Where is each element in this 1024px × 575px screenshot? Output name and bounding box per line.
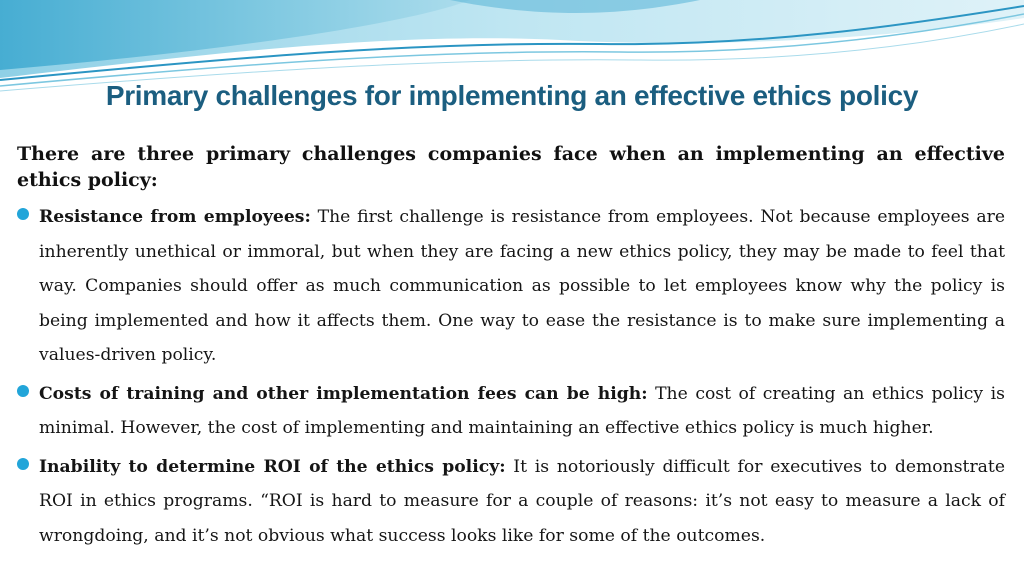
list-item <box>17 200 1005 373</box>
bullet-heading: Resistance from employees: <box>39 207 311 227</box>
slide-title: Primary challenges for implementing an effective ethics policy <box>105 80 919 111</box>
bullet-text <box>39 200 1005 373</box>
list-item <box>17 450 1005 554</box>
bullet-dot-icon <box>17 208 29 220</box>
list-item <box>17 377 1005 446</box>
bullet-dot-icon <box>17 458 29 470</box>
bullet-body: The first challenge is resistance from employees. Not because employees are inherently unethical or immoral, but when they are facing a new ethics policy, they may be made to feel that way. Companies should offer as much communication as possible to let employees know why the policy is being implemented and how it affects them. One way to ease the resistance is to make sure implementing a values-driven policy. <box>39 207 1006 365</box>
bullet-dot-icon <box>17 385 29 397</box>
challenge-list <box>17 200 1005 557</box>
bullet-text <box>39 377 1005 446</box>
bullet-heading: Costs of training and other implementation fees can be high: <box>39 383 648 404</box>
bullet-heading: Inability to determine ROI of the ethics policy: <box>39 456 506 477</box>
bullet-body: It is notoriously difficult for executives to demonstrate ROI in ethics programs. “ROI is hard to measure for a couple of reasons: it’s not easy to measure a lack of wrongdoing, and it’s not obvious what success looks like for some of the outcomes. <box>39 456 1005 546</box>
bullet-body: The cost of creating an ethics policy is minimal. However, the cost of implementing and maintaining an effective ethics policy is much higher. <box>39 383 1005 438</box>
bullet-text <box>39 450 1005 554</box>
intro-text: There are three primary challenges companies face when an implementing an effective ethics policy: <box>17 143 1005 191</box>
